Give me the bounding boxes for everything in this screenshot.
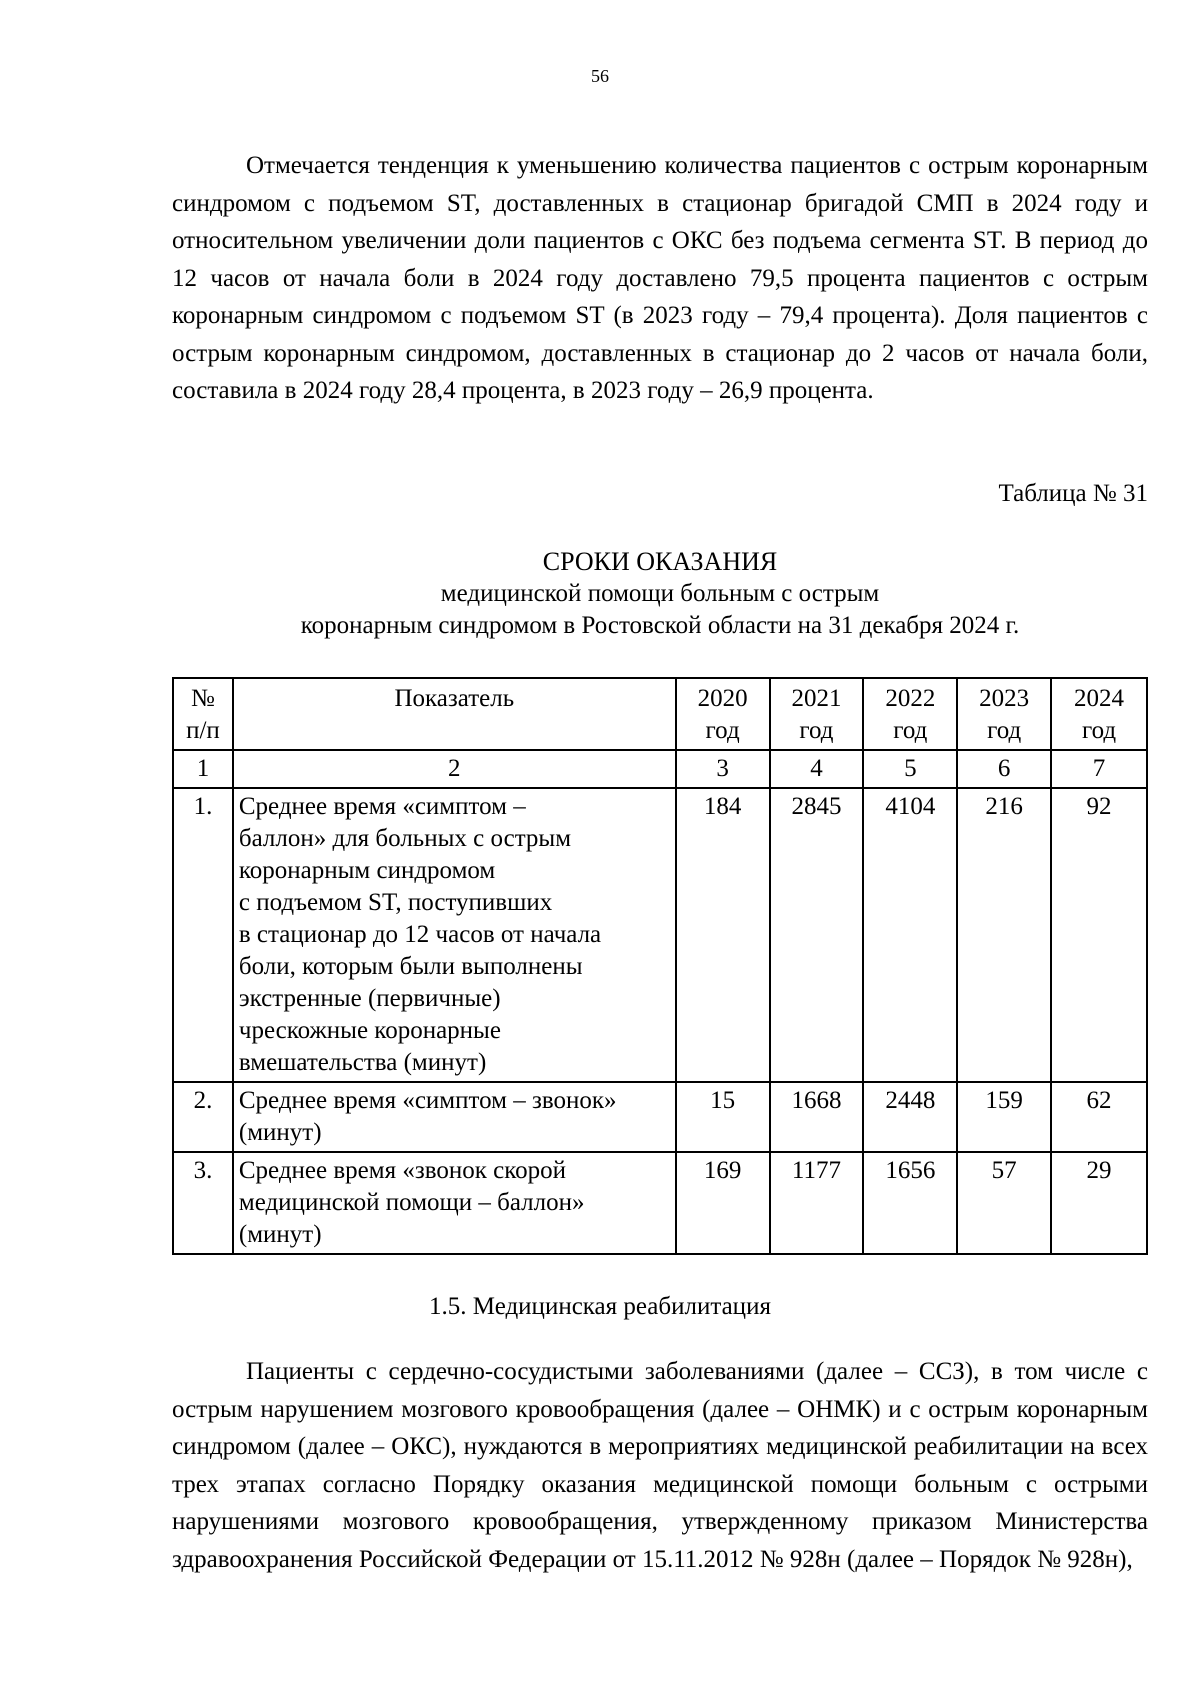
value-2021: 1668 bbox=[770, 1082, 864, 1152]
value-2024: 92 bbox=[1051, 788, 1147, 1082]
section-title-rehabilitation: 1.5. Медицинская реабилитация bbox=[429, 1293, 771, 1320]
table-caption bbox=[172, 546, 1148, 642]
header-year: 2023 bbox=[979, 685, 1030, 712]
row-number: 1. bbox=[173, 788, 233, 1082]
table-row bbox=[173, 788, 1147, 1082]
row-number: 2. bbox=[173, 1082, 233, 1152]
row-indicator bbox=[233, 1082, 676, 1152]
header-year-unit: год bbox=[799, 717, 834, 744]
table-row bbox=[173, 1082, 1147, 1152]
indicator-line: чрескожные коронарные bbox=[238, 1017, 501, 1044]
header-year-2022 bbox=[863, 678, 957, 750]
header-year: 2022 bbox=[885, 685, 936, 712]
indicator-line: Среднее время «симптом – звонок» bbox=[238, 1087, 617, 1114]
value-2020: 169 bbox=[676, 1152, 770, 1254]
value-2020: 184 bbox=[676, 788, 770, 1082]
table-row bbox=[173, 1152, 1147, 1254]
paragraph-rehabilitation: Пациенты с сердечно-сосудистыми заболеваниями (далее – ССЗ), в том числе с острым нарушением мозгового кровообращения (далее – ОНМК) и с острым коронарным синдромом (далее – ОКС), нуждаются в мероприятиях медицинской реабилитации на всех трех этапах согласно Порядку оказания медицинской помощи больным с острыми нарушениями мозгового кровообращения, утвержденному приказом Министерства здравоохранения Российской Федерации от 15.11.2012 № 928н (далее – Порядок № 928н), bbox=[172, 1358, 1148, 1573]
value-2021: 1177 bbox=[770, 1152, 864, 1254]
column-index-cell: 4 bbox=[770, 750, 864, 788]
indicator-line: с подъемом ST, поступивших bbox=[238, 889, 553, 916]
indicator-line: (минут) bbox=[238, 1119, 322, 1146]
paragraph-acs-trend: Отмечается тенденция к уменьшению количества пациентов с острым коронарным синдромом с подъемом ST, доставленных в стационар бригадой СМП в 2024 году и относительном увеличении доли пациентов с ОКС без подъема сегмента ST. В период до 12 часов от начала боли в 2024 году доставлено 79,5 процента пациентов с острым коронарным синдромом с подъемом ST (в 2023 году – 79,4 процента). Доля пациентов с острым коронарным синдромом, доставленных в стационар до 2 часов от начала боли, составила в 2024 году 28,4 процента, в 2023 году – 26,9 процента. bbox=[172, 152, 1148, 404]
value-2024: 62 bbox=[1051, 1082, 1147, 1152]
column-index-cell: 2 bbox=[233, 750, 676, 788]
value-2020: 15 bbox=[676, 1082, 770, 1152]
row-indicator bbox=[233, 1152, 676, 1254]
value-2022: 1656 bbox=[863, 1152, 957, 1254]
value-2023: 57 bbox=[957, 1152, 1051, 1254]
header-year: 2024 bbox=[1074, 685, 1125, 712]
value-2022: 2448 bbox=[863, 1082, 957, 1152]
page-number: 56 bbox=[591, 66, 609, 86]
indicator-line: Среднее время «звонок скорой bbox=[238, 1157, 566, 1184]
header-year-2021 bbox=[770, 678, 864, 750]
column-index-cell: 1 bbox=[173, 750, 233, 788]
table-header-row bbox=[173, 678, 1147, 750]
table-caption-line2: медицинской помощи больным с острым bbox=[440, 580, 880, 607]
column-index-cell: 6 bbox=[957, 750, 1051, 788]
column-index-cell: 3 bbox=[676, 750, 770, 788]
table-caption-line3: коронарным синдромом в Ростовской области на 31 декабря 2024 г. bbox=[300, 612, 1020, 639]
value-2022: 4104 bbox=[863, 788, 957, 1082]
table-caption-title: СРОКИ ОКАЗАНИЯ bbox=[542, 547, 778, 576]
header-year-2020 bbox=[676, 678, 770, 750]
header-year-unit: год bbox=[987, 717, 1022, 744]
header-year-unit: год bbox=[1081, 717, 1117, 744]
timing-table bbox=[172, 677, 1148, 1255]
header-num-line2: п/п bbox=[186, 717, 220, 744]
indicator-line: боли, которым были выполнены bbox=[238, 953, 583, 980]
column-index-cell: 5 bbox=[863, 750, 957, 788]
value-2023: 216 bbox=[957, 788, 1051, 1082]
indicator-line: баллон» для больных с острым bbox=[238, 825, 572, 852]
header-indicator: Показатель bbox=[233, 678, 676, 750]
row-indicator bbox=[233, 788, 676, 1082]
header-num bbox=[173, 678, 233, 750]
value-2023: 159 bbox=[957, 1082, 1051, 1152]
header-num-line1: № bbox=[191, 685, 215, 712]
indicator-line: (минут) bbox=[238, 1221, 322, 1248]
header-year-unit: год bbox=[705, 717, 740, 744]
indicator-line: в стационар до 12 часов от начала bbox=[238, 921, 602, 948]
table-number: Таблица № 31 bbox=[998, 480, 1148, 507]
indicator-line: медицинской помощи – баллон» bbox=[238, 1189, 585, 1216]
header-year: 2020 bbox=[697, 685, 748, 712]
column-index-cell: 7 bbox=[1051, 750, 1147, 788]
value-2021: 2845 bbox=[770, 788, 864, 1082]
header-year-unit: год bbox=[893, 717, 928, 744]
value-2024: 29 bbox=[1051, 1152, 1147, 1254]
header-year: 2021 bbox=[791, 685, 842, 712]
indicator-line: Среднее время «симптом – bbox=[238, 793, 526, 820]
row-number: 3. bbox=[173, 1152, 233, 1254]
header-year-2023 bbox=[957, 678, 1051, 750]
indicator-line: экстренные (первичные) bbox=[238, 985, 501, 1012]
column-index-row bbox=[173, 750, 1147, 788]
header-year-2024 bbox=[1051, 678, 1147, 750]
indicator-line: вмешательства (минут) bbox=[238, 1049, 487, 1076]
indicator-line: коронарным синдромом bbox=[238, 857, 496, 884]
